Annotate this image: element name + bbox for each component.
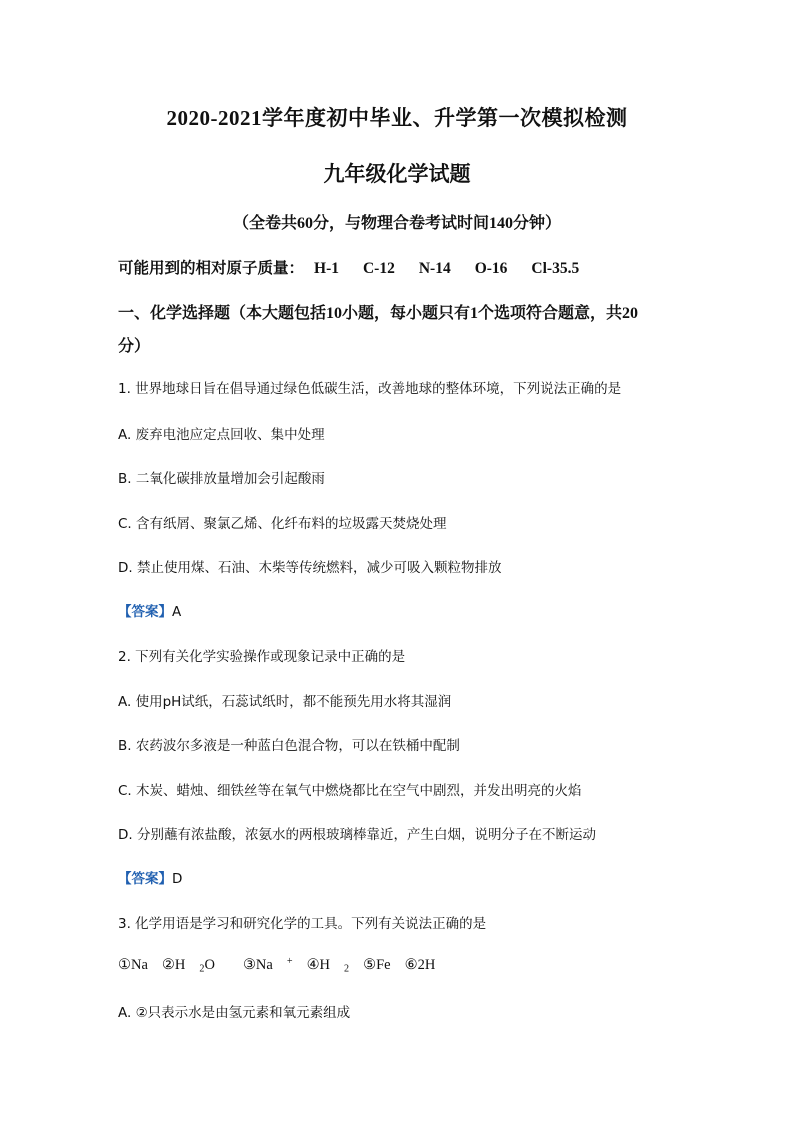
formula-item: ⑤Fe xyxy=(363,957,391,974)
atomic-mass-item: Cl-35.5 xyxy=(531,260,580,277)
question-option: A. 废弃电池应定点回收、集中处理 xyxy=(118,427,325,443)
question-stem: 1. 世界地球日旨在倡导通过绿色低碳生活，改善地球的整体环境，下列说法正确的是 xyxy=(118,381,622,397)
answer-line xyxy=(118,867,182,887)
question-option: A. 使用pH试纸，石蕊试纸时，都不能预先用水将其湿润 xyxy=(118,694,452,710)
exam-title: 2020-2021学年度初中毕业、升学第一次模拟检测 xyxy=(166,106,628,130)
formula-item: ②H $_2$O xyxy=(161,957,215,975)
formula-item: ⑥2H xyxy=(404,957,436,974)
answer-tag: 【答案】 xyxy=(118,604,172,620)
formula-item: ③Na + xyxy=(242,956,293,974)
atomic-mass-item: N-14 xyxy=(418,260,451,277)
formula-item: ①Na xyxy=(118,957,148,974)
question-option: C. 含有纸屑、聚氯乙烯、化纤布料的垃圾露天焚烧处理 xyxy=(118,516,447,532)
answer-value: D xyxy=(172,871,183,887)
question-option: D. 分别蘸有浓盐酸，浓氨水的两根玻璃棒靠近，产生白烟，说明分子在不断运动 xyxy=(118,827,596,843)
atomic-mass-item: O-16 xyxy=(474,260,508,277)
atomic-mass-item: H-1 xyxy=(314,260,339,277)
answer-line xyxy=(118,600,181,620)
atomic-mass-item: C-12 xyxy=(362,260,395,277)
answer-tag: 【答案】 xyxy=(118,871,172,887)
question-option: B. 农药波尔多液是一种蓝白色混合物，可以在铁桶中配制 xyxy=(118,738,460,754)
section-title: 一、化学选择题（本大题包括10小题，每小题只有1个选项符合题意，共20 xyxy=(118,305,639,322)
section-title-cont: 分） xyxy=(118,338,151,355)
exam-subtitle: 九年级化学试题 xyxy=(323,162,471,186)
answer-value: A xyxy=(172,604,182,620)
question-option: A. ②只表示水是由氢元素和氧元素组成 xyxy=(118,1005,351,1021)
question-option: C. 木炭、蜡烛、细铁丝等在氧气中燃烧都比在空气中剧烈，并发出明亮的火焰 xyxy=(118,783,582,799)
question-option: B. 二氧化碳排放量增加会引起酸雨 xyxy=(118,471,325,487)
question-option: D. 禁止使用煤、石油、木柴等传统燃料，减少可吸入颗粒物排放 xyxy=(118,560,502,576)
question-stem: 2. 下列有关化学实验操作或现象记录中正确的是 xyxy=(118,649,406,665)
exam-note: （全卷共60分，与物理合卷考试时间140分钟） xyxy=(232,215,561,232)
formula-item: ④H $_2$ xyxy=(306,957,350,975)
formula-list xyxy=(118,956,449,975)
atomic-masses-label: 可能用到的相对原子质量： xyxy=(118,260,305,277)
atomic-masses xyxy=(118,256,603,278)
question-stem: 3. 化学用语是学习和研究化学的工具。下列有关说法正确的是 xyxy=(118,916,487,932)
